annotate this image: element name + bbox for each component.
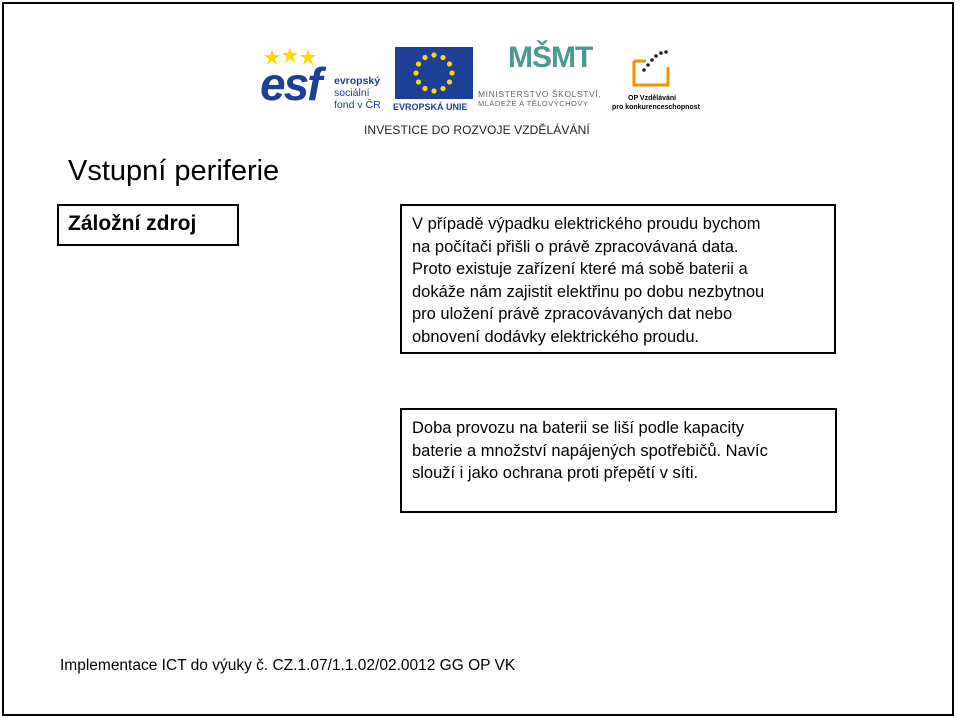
op-caption-line2: pro konkurenceschopnost — [612, 104, 700, 111]
description-line: pro uložení právě zpracovávaných dat nebo — [412, 305, 733, 323]
footer-project-code: Implementace ICT do výuky č. CZ.1.07/1.1.02/02.0012 GG OP VK — [60, 657, 516, 674]
esf-caption-line3: fond v ČR — [334, 99, 381, 111]
esf-caption-line1: evropský — [334, 75, 381, 87]
eu-flag-icon — [395, 47, 473, 99]
op-dotted-square-icon — [628, 47, 674, 89]
eu-logo — [395, 47, 473, 113]
op-logo — [614, 47, 698, 115]
eu-stars-icon — [395, 47, 473, 99]
op-caption-line1: OP Vzdělávání — [628, 95, 677, 102]
battery-info-line: baterie a množství napájených spotřebičů. Navíc — [412, 441, 768, 460]
esf-caption — [334, 75, 381, 111]
description-line: Proto existuje zařízení které má sobě baterii a — [412, 260, 748, 278]
esf-caption-line2: sociální — [334, 87, 370, 99]
esf-logo — [258, 49, 384, 111]
slide-title: Vstupní periferie — [68, 155, 280, 187]
description-line: dokáže nám zajistit elektřinu po dobu nezbytnou — [412, 282, 765, 301]
section-label-box: Záložní zdroj — [57, 204, 239, 246]
description-line: na počítači přišli o právě zpracovávaná data. — [412, 237, 739, 256]
msmt-mark: MŠMT — [508, 41, 593, 74]
description-textbox — [400, 204, 836, 354]
invest-tagline: INVESTICE DO ROZVOJE VZDĚLÁVÁNÍ — [364, 123, 590, 137]
msmt-logo — [478, 41, 608, 108]
battery-info-textbox — [400, 408, 837, 513]
msmt-caption-line1: MINISTERSTVO ŠKOLSTVÍ, — [478, 89, 602, 99]
esf-wordmark: esf — [260, 58, 321, 110]
eu-label: EVROPSKÁ UNIE — [393, 102, 468, 112]
description-line: V případě výpadku elektrického proudu bychom — [412, 215, 761, 233]
battery-info-line: slouží i jako ochrana proti přepětí v síti. — [412, 464, 699, 482]
battery-info-line: Doba provozu na baterii se liší podle kapacity — [412, 419, 745, 437]
logo-strip — [258, 41, 700, 140]
description-line: obnovení dodávky elektrického proudu. — [412, 327, 700, 346]
msmt-caption-line2: MLÁDEŽE A TĚLOVÝCHOVY — [478, 99, 589, 108]
